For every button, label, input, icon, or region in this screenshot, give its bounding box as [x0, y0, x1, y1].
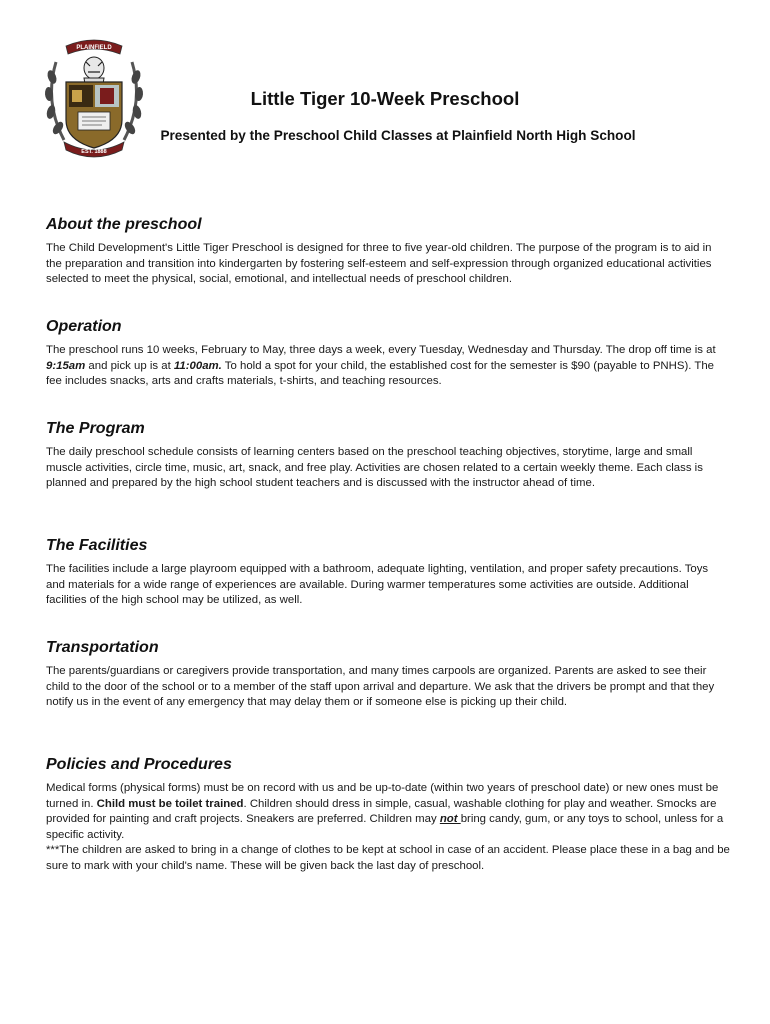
section-policies — [46, 756, 730, 875]
section-transportation — [46, 639, 730, 711]
section-heading: Transportation — [46, 639, 159, 656]
section-text: The facilities include a large playroom equipped with a bathroom, adequate lighting, ventilation, and proper safety precautions. Toys and materials for a wide range of experiences are available. During warmer temperatures some activities are outside. Additional facilities of the high school may be utilized, as well. — [46, 563, 709, 607]
section-text — [46, 781, 730, 843]
section-heading: About the preschool — [46, 216, 202, 233]
section-text: The Child Development's Little Tiger Preschool is designed for three to five year-old children. The purpose of the program is to aid in the preparation and transition into kindergarten by fostering self-esteem and self-expression through organized educational activities selected to meet the physical, social, emotional, and intellectual needs of preschool children. — [46, 242, 712, 286]
section-heading: The Program — [46, 420, 145, 437]
crest-top-banner-text: PLAINFIELD — [76, 45, 112, 51]
dropoff-time: 9:15am — [46, 359, 86, 372]
section-facilities — [46, 537, 730, 609]
section-text: The parents/guardians or caregivers provide transportation, and many times carpools are organized. Parents are asked to see their child to the door of the school or to a member of the staff upon arrival and departure. We ask that the drivers be prompt and that they notify us in the event of any emergency that may delay them or if someone else is picking up their child. — [46, 665, 715, 709]
section-heading: Policies and Procedures — [46, 756, 232, 773]
page-title: Little Tiger 10-Week Preschool — [250, 88, 520, 109]
text-run: bring candy, gum, or any toys to school, unless for a specific activity. — [46, 813, 724, 841]
text-run: and pick up is at — [85, 359, 174, 372]
section-text: The daily preschool schedule consists of learning centers based on the preschool teaching objectives, storytime, large and small muscle activities, circle time, music, art, snack, and free play. Activities are chosen related to a certain weekly theme. Each class is planned and prepared by the high school student teachers and is discussed with the instructor ahead of time. — [46, 446, 703, 490]
section-about — [46, 216, 730, 288]
page-subtitle: Presented by the Preschool Child Classes at Plainfield North High School — [160, 128, 636, 143]
section-heading: Operation — [46, 318, 122, 335]
emphasis-not: not — [439, 813, 461, 826]
crest-bottom-banner-text: EST. 1888 — [81, 149, 107, 155]
section-heading: The Facilities — [46, 537, 148, 554]
section-operation — [46, 318, 730, 390]
pickup-time: 11:00am. — [173, 359, 222, 372]
text-run: Medical forms (physical forms) must be on record with us and be up-to-date (within two years of preschool date) or new ones must be turned in. — [46, 782, 719, 810]
text-run: The preschool runs 10 weeks, February to May, three days a week, every Tuesday, Wednesday and Thursday. The drop off time is at — [46, 344, 716, 356]
toilet-trained-requirement: Child must be toilet trained — [96, 797, 244, 810]
text-run: . Children should dress in simple, casual, washable clothing for play and weather. Smocks are provided for painting and craft projects. Sneakers are preferred. Children may — [46, 797, 717, 826]
section-program — [46, 420, 730, 492]
section-text — [46, 343, 730, 390]
section-note: ***The children are asked to bring in a change of clothes to be kept at school in case of an accident. Please place these in a bag and be sure to mark with your child's name. These will be given back the last day of preschool. — [46, 844, 730, 872]
text-run: To hold a spot for your child, the established cost for the semester is $90 (payable to PNHS). The fee includes snacks, arts and crafts materials, t-shirts, and teaching resources. — [46, 359, 715, 388]
